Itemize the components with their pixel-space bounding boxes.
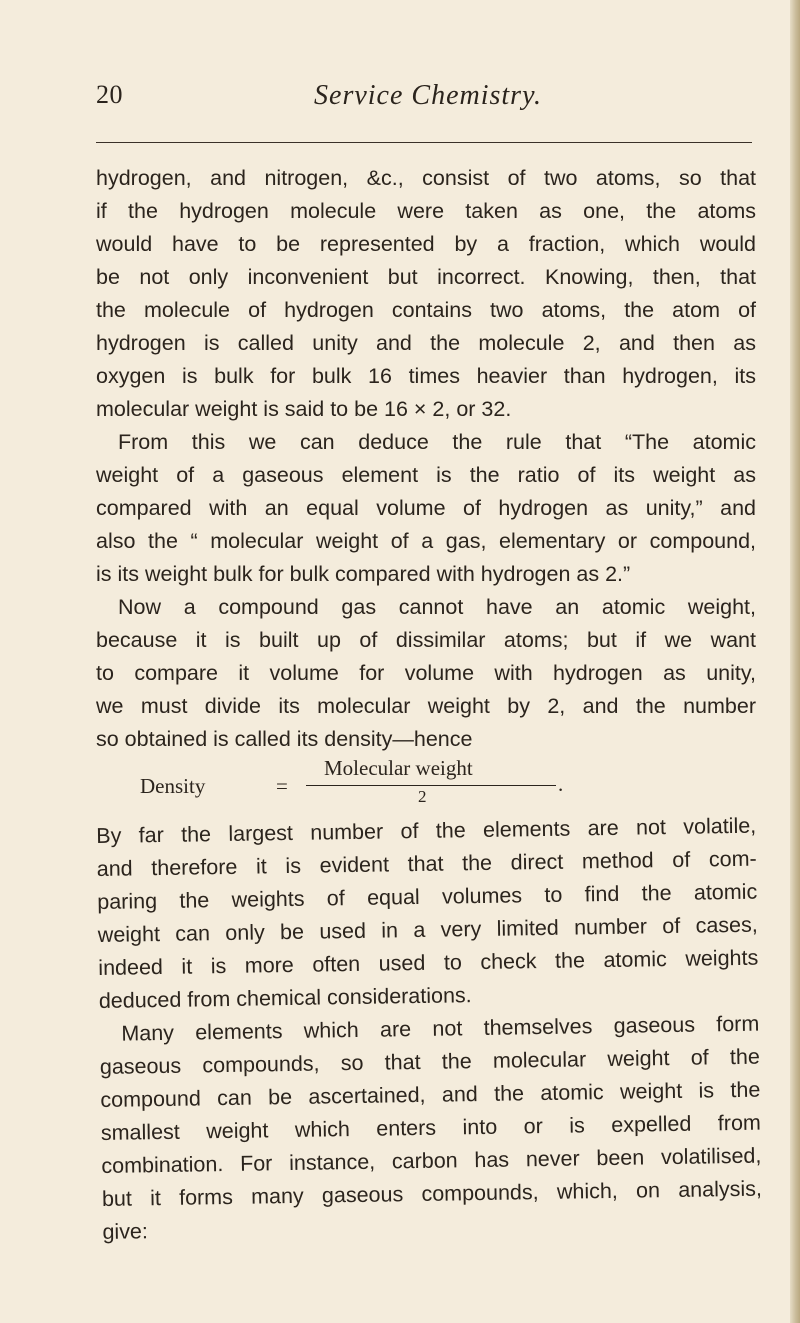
body-text (96, 162, 763, 1249)
text-line: Many elements which are not themselves gaseous form (121, 1011, 760, 1046)
paragraph-4 (96, 810, 759, 1018)
text-line: paring the weights of equal volumes to find the atomic (97, 879, 758, 914)
text-line: be not only inconvenient but incorrect. Knowing, then, that (96, 265, 756, 289)
text-line: to compare it volume for volume with hydrogen as unity, (96, 661, 756, 685)
page-header (96, 80, 760, 120)
text-line: because it is built up of dissimilar atoms; but if we want (96, 628, 756, 652)
paragraph-1 (96, 162, 756, 426)
text-line: we must divide its molecular weight by 2, and the number (96, 694, 756, 718)
lower-text (96, 810, 763, 1249)
text-line: Now a compound gas cannot have an atomic weight, (118, 595, 756, 619)
page-edge (790, 0, 800, 1323)
text-line: if the hydrogen molecule were taken as one, the atoms (96, 199, 756, 223)
text-line: give: (102, 1219, 149, 1244)
text-line: smallest weight which enters into or is expelled from (100, 1110, 762, 1145)
formula-period: . (558, 772, 564, 796)
text-line: and therefore it is evident that the direct method of com- (96, 846, 757, 881)
text-line: would have to be represented by a fraction, which would (96, 232, 756, 256)
text-line: molecular weight is said to be 16 × 2, or 32. (96, 397, 512, 421)
text-line: oxygen is bulk for bulk 16 times heavier than hydrogen, its (96, 364, 756, 388)
text-line: indeed it is more often used to check the atomic weights (98, 945, 759, 980)
text-line: hydrogen, and nitrogen, &c., consist of two atoms, so that (96, 166, 756, 190)
text-line: deduced from chemical considerations. (98, 983, 472, 1013)
text-line: weight can only be used in a very limited number of cases, (97, 912, 758, 947)
fraction-bar (306, 785, 556, 786)
text-line: combination. For instance, carbon has never been volatilised, (101, 1143, 762, 1178)
text-line: By far the largest number of the elements are not volatile, (96, 813, 757, 848)
formula-numerator: Molecular weight (324, 756, 473, 780)
text-line: compound can be ascertained, and the atomic weight is the (100, 1077, 761, 1112)
text-line: so obtained is called its density—hence (96, 727, 473, 751)
paragraph-2 (96, 426, 756, 591)
text-line: From this we can deduce the rule that “The atomic (118, 430, 756, 454)
page-number: 20 (96, 80, 123, 109)
paragraph-5 (99, 1008, 763, 1249)
text-line: the molecule of hydrogen contains two atoms, the atom of (96, 298, 756, 322)
text-line: compared with an equal volume of hydrogen as unity,” and (96, 496, 756, 520)
formula-equals: = (276, 774, 288, 798)
formula-lhs: Density (140, 774, 206, 798)
paragraph-3 (96, 591, 756, 756)
header-rule (96, 142, 752, 143)
text-line: but it forms many gaseous compounds, which, on analysis, (101, 1176, 763, 1211)
text-line: hydrogen is called unity and the molecule 2, and then as (96, 331, 756, 355)
formula-denominator: 2 (418, 787, 427, 806)
density-formula (96, 756, 756, 812)
text-line: is its weight bulk for bulk compared with hydrogen as 2.” (96, 562, 631, 586)
text-line: weight of a gaseous element is the ratio of its weight as (96, 463, 756, 487)
text-line: also the “ molecular weight of a gas, elementary or compound, (96, 529, 756, 553)
running-title: Service Chemistry. (314, 80, 542, 111)
text-line: gaseous compounds, so that the molecular weight of the (99, 1044, 760, 1079)
